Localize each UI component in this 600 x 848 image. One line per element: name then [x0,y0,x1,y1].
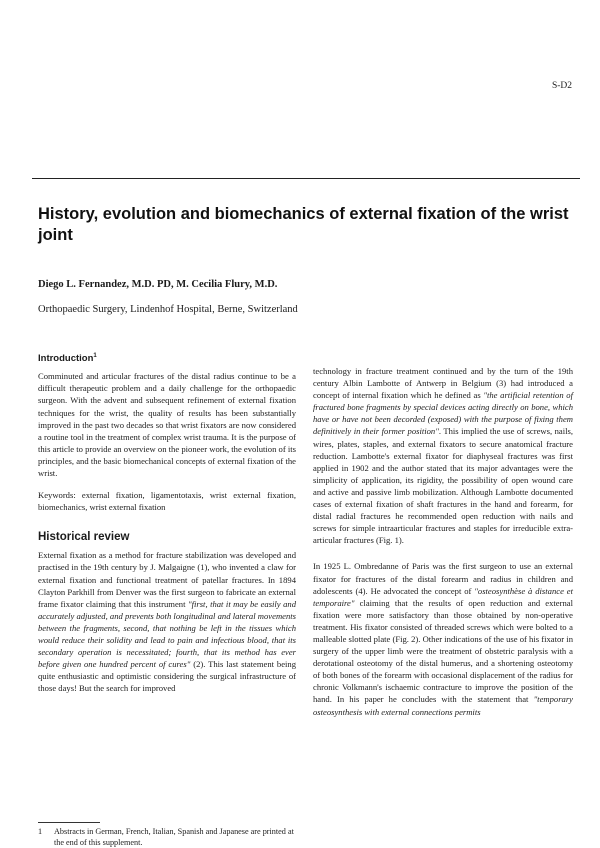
introduction-heading [38,350,296,365]
history-text: . This implied the use of screws, nails, wires, plates, staples, and external fixators to secure anatomical fracture reduction. Lambotte's external fixator for diaphyseal fractures was first applied in 1902 and the author stated that its major advantages were the simplicity of application, its rigidity, the possibility of open wound care and active and passive limb mobilization. Although Lambotte documented cases of external fixation of shaft fractures in the hand and forearm, for distal radial fractures he recommended open reduction with nails and screws for simple intraarticular fractures and staples for irreducible extra-articular fractures (Fig. 1). [313,426,573,546]
article-affiliation: Orthopaedic Surgery, Lindenhof Hospital, Berne, Switzerland [38,304,298,315]
lambotte-paragraph [313,365,573,546]
footnote-text: Abstracts in German, French, Italian, Spanish and Japanese are printed at the end of this supplement. [54,827,294,847]
ombredanne-closing-quote: "temporary osteosynthesis with external connections permits [313,694,573,717]
footnote-rule [38,822,100,823]
lambotte-quote: "the artificial retention of fractured bone fragments by special devices acting directly on bone, which have or have not been decorded (exposed) with the purpose of fixing them definitively in their former position" [313,390,573,437]
article-title: History, evolution and biomechanics of external fixation of the wrist joint [38,205,569,244]
history-text: technology in fracture treatment continued and by the turn of the 19th century Albin Lambotte of Antwerp in Belgium (3) had introduced a concept of internal fixation which he defined as [313,366,573,401]
historical-review-heading: Historical review [38,531,130,544]
introduction-heading-text: Introduction [38,353,94,365]
right-column [313,365,573,718]
historical-review-paragraph [38,549,296,694]
keywords: Keywords: external fixation, ligamentotaxis, wrist external fixation, biomechanics, wrist external fixation [38,490,296,513]
ombredanne-quote: "osteosynthèse à distance et temporaire" [313,585,573,608]
history-text: claiming that the results of open reduction and external fixation were more satisfactory than those obtained by non-operative treatment. His fixator consisted of threaded screws which were bolted to a malleable slotted plate (Fig. 2). Other indications of the use of his fixator in surgery of the upper limb were the treatment of obstetric paralysis with a derotational osteotomy of the distal humerus, and a shortening osteotomy of both bones of the forearm with occasional displacement of the radius for chronic Volkmann's ischaemic contracture to improve the position of the hand. In his paper he concludes with the statement that [313,597,573,705]
left-column [38,350,296,695]
history-text: (2). This last statement being quite enthusiastic and optimistic considering the surgical infrastructure of those days! But the search for improved [38,659,296,694]
introduction-footnote-mark: 1 [93,353,97,359]
footnote [38,826,296,848]
footnote-mark: 1 [38,827,43,836]
header-rule [32,178,580,179]
parkhill-quote: "first, that it may be easily and accurately adjusted, and prevents both longitudinal and lateral movements between the fragments, second, that nothing be left in the tissues which would reduce their solidity and lead to pain and infectious blood, that its secondary operation is necessitated; fourth, that its method has ever before given one hundred percent of cures" [38,598,297,670]
ombredanne-paragraph [313,560,573,717]
introduction-paragraph: Comminuted and articular fractures of the distal radius continue to be a difficult therapeutic problem and a daily challenge for the orthopaedic surgeon. With the advent and subsequent refinement of external fixation techniques for the wrist, the quality of results has been substantially improved in the past two decades so that wrist fixators are now considered a routine tool in the treatment of complex wrist trauma. It is the purpose of this article to provide an overview on the pioneer work, the evolution of its principles, and the basic biomechanical concepts of external fixation of the wrist. [38,371,296,478]
history-text: In 1925 L. Ombredanne of Paris was the first surgeon to use an external fixator for fractures of the distal forearm and radius in children and adolescents (4). He advocated the concept of [313,561,573,596]
page-identifier: S-D2 [551,81,572,91]
history-text: External fixation as a method for fracture stabilization was developed and practised in the 19th century by J. Malgaigne (1), who invented a claw for external fixation and functional treatment of patellar fractures. In 1894 Clayton Parkhill from Denver was the first surgeon to fabricate an external frame fixator claiming that this instrument [38,550,296,609]
article-authors: Diego L. Fernandez, M.D. PD, M. Cecilia Flury, M.D. [38,279,278,290]
